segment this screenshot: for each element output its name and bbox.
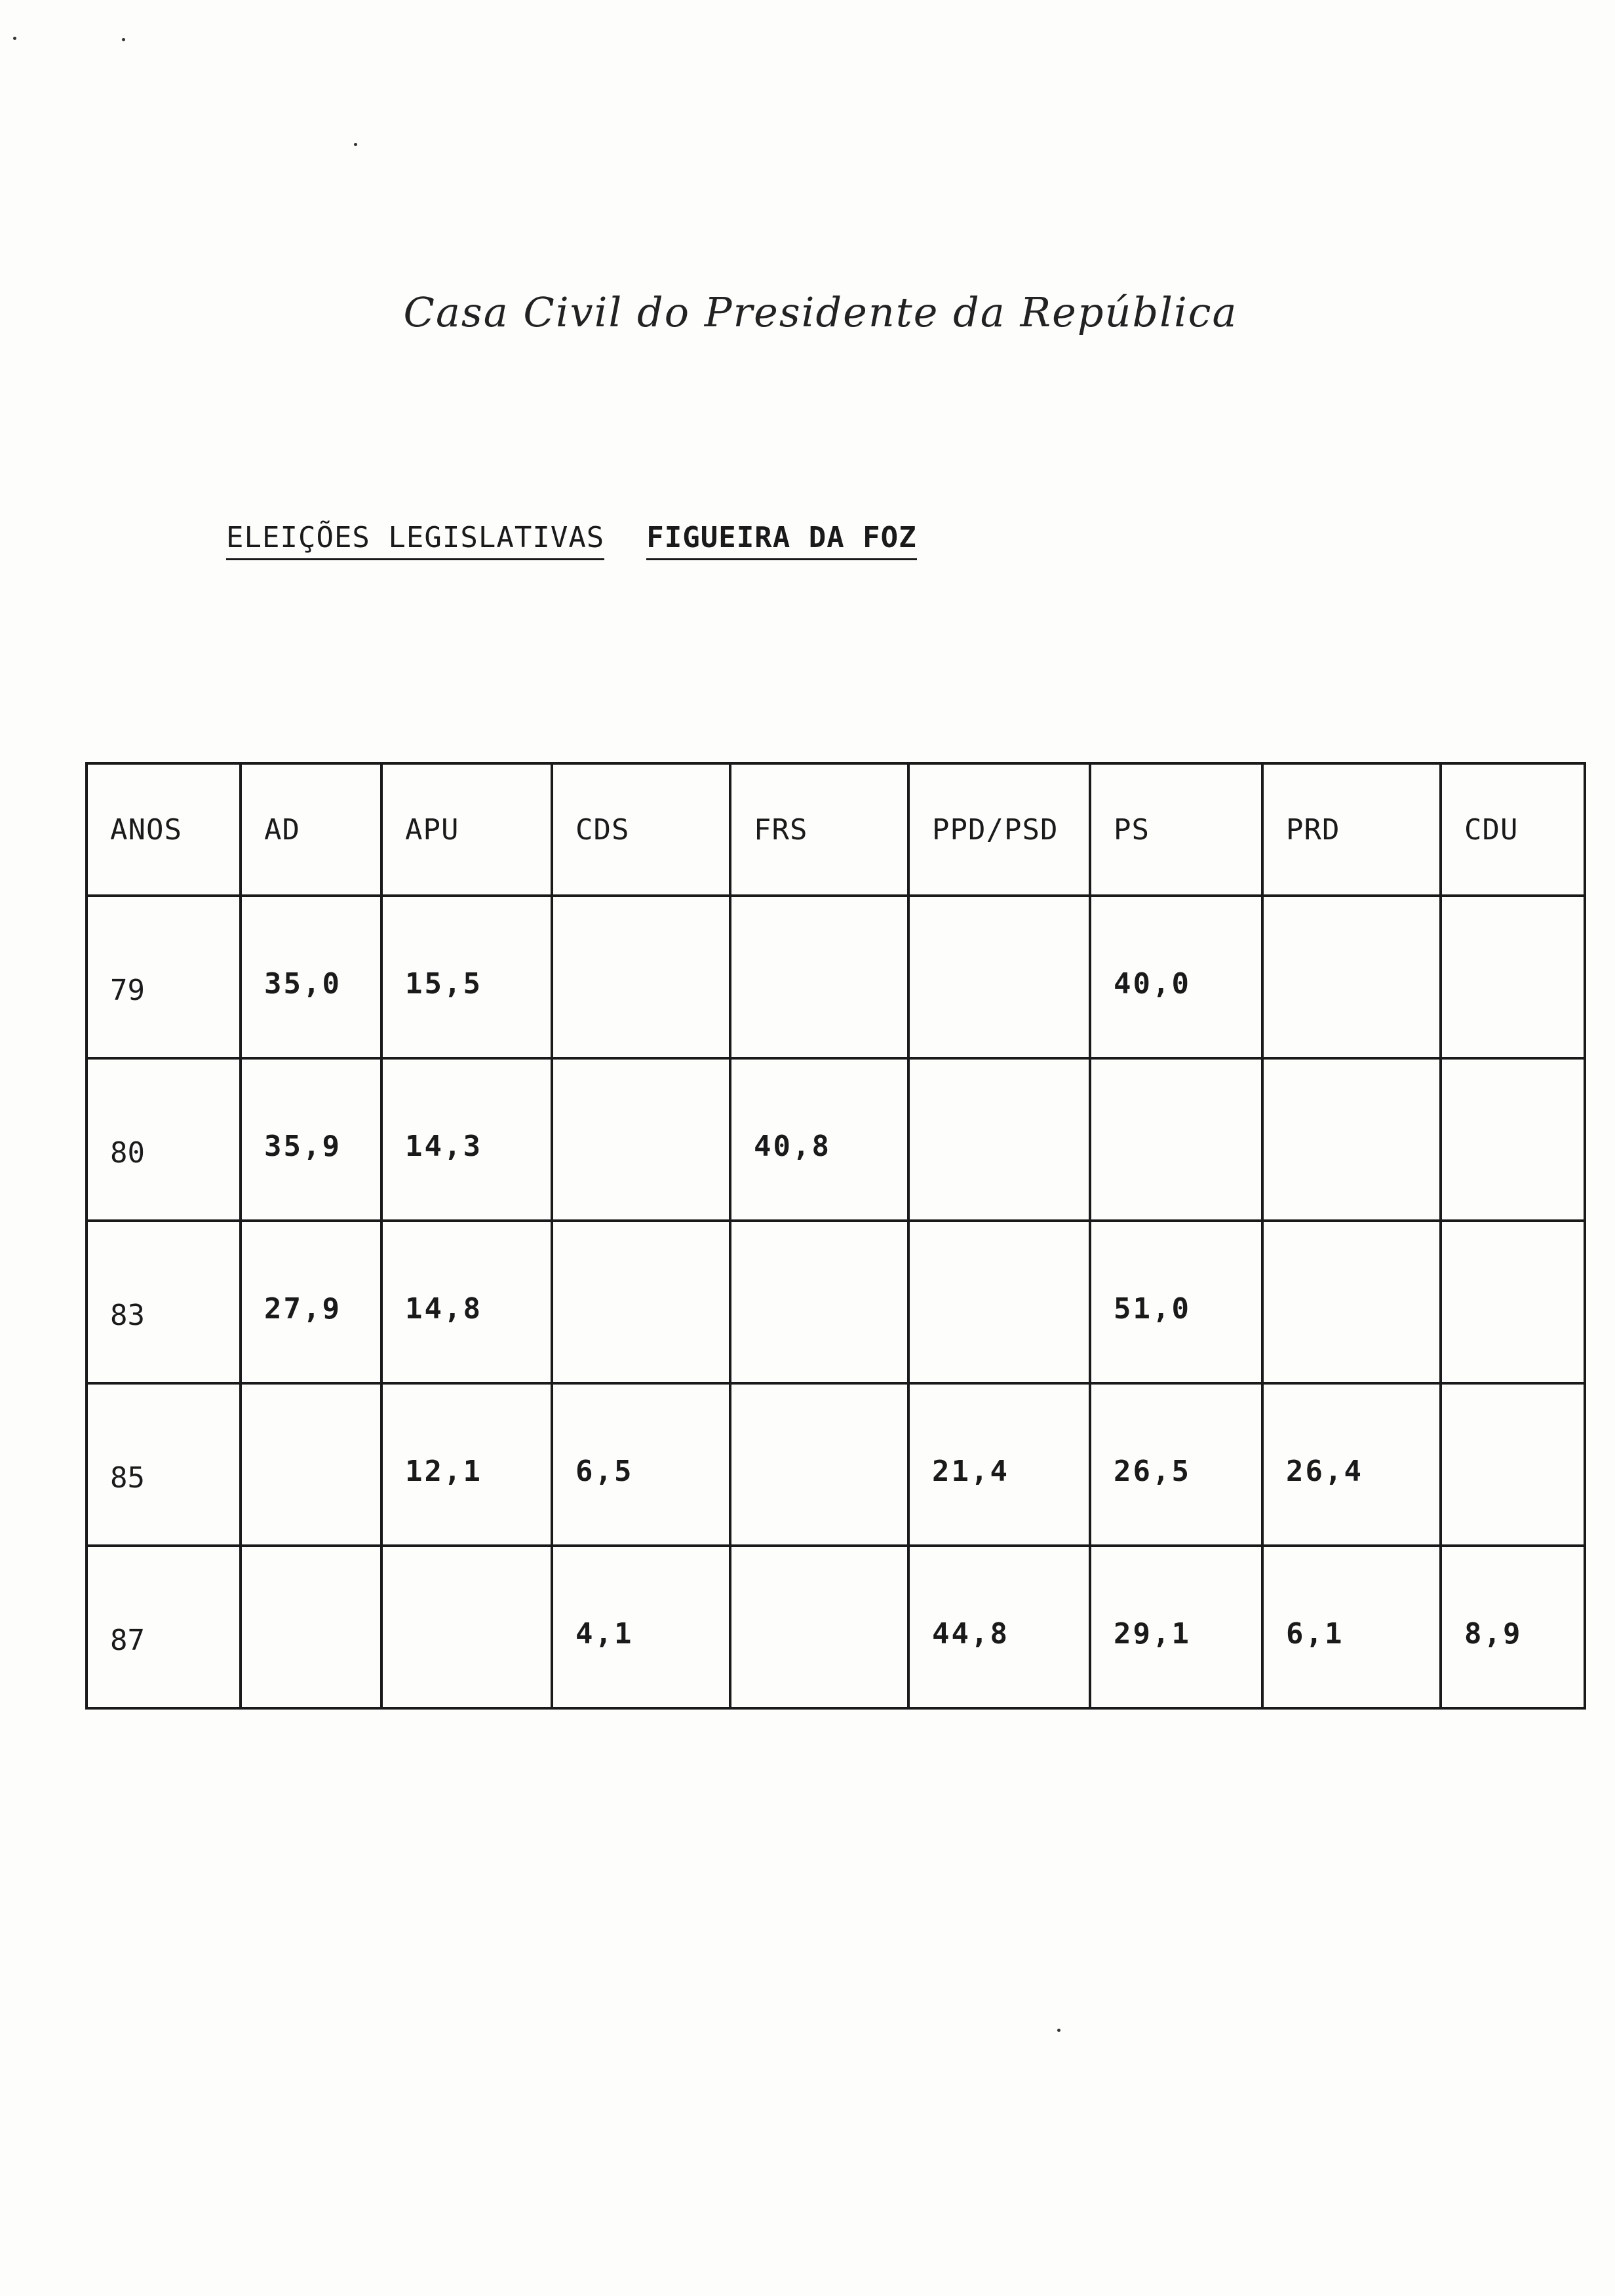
header-cell-prd: PRD bbox=[1262, 763, 1441, 896]
header-row bbox=[87, 763, 1585, 896]
results-table bbox=[85, 762, 1586, 1710]
value-cell bbox=[1262, 896, 1441, 1058]
value-cell: 8,9 bbox=[1441, 1546, 1585, 1708]
table-row bbox=[87, 896, 1585, 1058]
header-cell-ppd-psd: PPD/PSD bbox=[908, 763, 1090, 896]
year-cell: 80 bbox=[87, 1058, 241, 1221]
value-cell: 44,8 bbox=[908, 1546, 1090, 1708]
value-cell bbox=[908, 1221, 1090, 1383]
value-cell bbox=[381, 1546, 552, 1708]
value-cell: 14,3 bbox=[381, 1058, 552, 1221]
value-cell bbox=[241, 1383, 381, 1546]
header-cell-cdu: CDU bbox=[1441, 763, 1585, 896]
value-cell bbox=[1090, 1058, 1262, 1221]
value-cell bbox=[552, 1221, 730, 1383]
scan-speck bbox=[122, 38, 125, 41]
value-cell: 26,4 bbox=[1262, 1383, 1441, 1546]
heading-elections: ELEIÇÕES LEGISLATIVAS bbox=[226, 521, 604, 560]
value-cell: 26,5 bbox=[1090, 1383, 1262, 1546]
value-cell: 27,9 bbox=[241, 1221, 381, 1383]
year-cell: 87 bbox=[87, 1546, 241, 1708]
value-cell bbox=[1441, 1221, 1585, 1383]
value-cell: 6,1 bbox=[1262, 1546, 1441, 1708]
value-cell bbox=[730, 1383, 908, 1546]
document-heading bbox=[226, 521, 917, 560]
scan-speck bbox=[354, 143, 357, 146]
table-row bbox=[87, 1383, 1585, 1546]
year-cell: 83 bbox=[87, 1221, 241, 1383]
value-cell: 4,1 bbox=[552, 1546, 730, 1708]
header-cell-ps: PS bbox=[1090, 763, 1262, 896]
header-cell-frs: FRS bbox=[730, 763, 908, 896]
value-cell: 40,8 bbox=[730, 1058, 908, 1221]
table-row bbox=[87, 1546, 1585, 1708]
heading-municipality: FIGUEIRA DA FOZ bbox=[646, 521, 916, 560]
header-cell-anos: ANOS bbox=[87, 763, 241, 896]
value-cell: 14,8 bbox=[381, 1221, 552, 1383]
value-cell: 40,0 bbox=[1090, 896, 1262, 1058]
value-cell bbox=[1441, 1383, 1585, 1546]
value-cell: 21,4 bbox=[908, 1383, 1090, 1546]
value-cell bbox=[552, 1058, 730, 1221]
year-cell: 85 bbox=[87, 1383, 241, 1546]
value-cell bbox=[241, 1546, 381, 1708]
value-cell bbox=[730, 1546, 908, 1708]
table-row bbox=[87, 1221, 1585, 1383]
value-cell bbox=[730, 896, 908, 1058]
value-cell: 6,5 bbox=[552, 1383, 730, 1546]
header-cell-apu: APU bbox=[381, 763, 552, 896]
scan-speck bbox=[13, 37, 16, 40]
value-cell bbox=[1262, 1221, 1441, 1383]
value-cell bbox=[908, 1058, 1090, 1221]
table-row bbox=[87, 1058, 1585, 1221]
value-cell: 35,0 bbox=[241, 896, 381, 1058]
year-cell: 79 bbox=[87, 896, 241, 1058]
value-cell: 12,1 bbox=[381, 1383, 552, 1546]
header-cell-ad: AD bbox=[241, 763, 381, 896]
value-cell bbox=[908, 896, 1090, 1058]
header-cell-cds: CDS bbox=[552, 763, 730, 896]
value-cell bbox=[1441, 1058, 1585, 1221]
value-cell: 29,1 bbox=[1090, 1546, 1262, 1708]
value-cell bbox=[552, 896, 730, 1058]
value-cell: 15,5 bbox=[381, 896, 552, 1058]
value-cell bbox=[730, 1221, 908, 1383]
scan-speck bbox=[1057, 2029, 1060, 2032]
value-cell bbox=[1441, 896, 1585, 1058]
value-cell: 51,0 bbox=[1090, 1221, 1262, 1383]
value-cell bbox=[1262, 1058, 1441, 1221]
value-cell: 35,9 bbox=[241, 1058, 381, 1221]
letterhead: Casa Civil do Presidente da República bbox=[403, 288, 1238, 336]
